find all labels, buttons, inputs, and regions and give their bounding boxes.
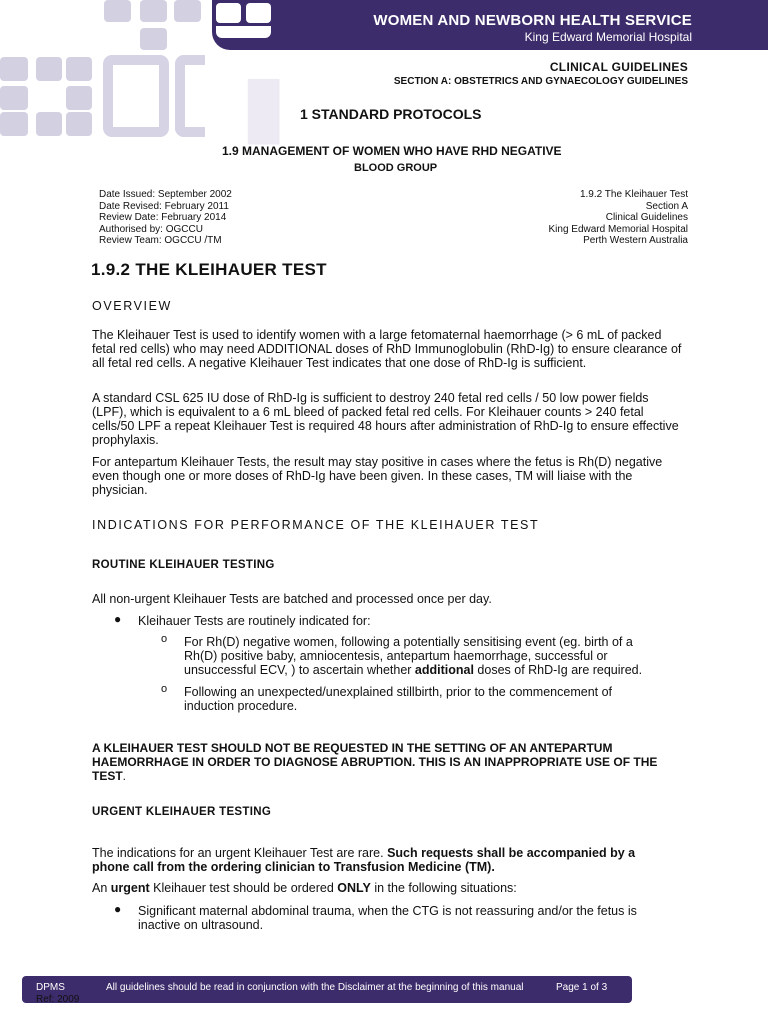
- topic-line-1: 1.9 MANAGEMENT OF WOMEN WHO HAVE RHD NEGATIVE: [222, 144, 562, 158]
- meta-guidelines: Clinical Guidelines: [605, 212, 688, 223]
- warning-end: .: [122, 769, 127, 783]
- meta-review-team: Review Team: OGCCU /TM: [99, 235, 222, 246]
- meta-authorised-by: Authorised by: OGCCU: [99, 223, 203, 235]
- bullet-dot: ●: [114, 902, 122, 916]
- meta-left: [99, 189, 232, 247]
- overview-paragraph-1: The Kleihauer Test is used to identify women with a large fetomaternal haemorrhage (> 6 mL of packed fetal red cells) who may need ADDITIONAL doses of RhD Immunoglobulin (RhD-Ig) to ensure clearance of all fetal red cells. A negative Kleihauer Test indicates that one dose of RhD-Ig is sufficient.: [92, 328, 682, 370]
- urgent-p2-d: ONLY: [337, 881, 371, 895]
- page-title: 1.9.2 THE KLEIHAUER TEST: [91, 260, 327, 279]
- sub-bullet-circle: o: [161, 683, 168, 695]
- urgent-paragraph-1: [92, 846, 672, 874]
- overview-heading: OVERVIEW: [92, 299, 172, 313]
- decor-ghost-text: ▮: [240, 57, 290, 153]
- urgent-p1-bold: Such requests shall be accompanied by a phone call from the ordering clinician to Transfusion Medicine (TM).: [92, 846, 636, 874]
- warning-text: [92, 741, 692, 783]
- routine-paragraph: All non-urgent Kleihauer Tests are batched and processed once per day.: [92, 592, 492, 606]
- meta-location: Perth Western Australia: [583, 235, 688, 246]
- footer-page-number: Page 1 of 3: [556, 982, 608, 993]
- meta-review-date: Review Date: February 2014: [99, 212, 227, 223]
- footer-ref: Ref: 2009: [36, 994, 80, 1005]
- header-banner: [212, 0, 768, 50]
- footer-dpms: DPMS: [36, 982, 65, 993]
- hospital-name: King Edward Memorial Hospital: [524, 30, 692, 44]
- footer-disclaimer: All guidelines should be read in conjunction with the Disclaimer at the beginning of this manual: [106, 982, 524, 993]
- urgent-p2-e: in the following situations:: [370, 881, 517, 895]
- org-title: WOMEN AND NEWBORN HEALTH SERVICE: [373, 12, 692, 29]
- overview-paragraph-2: A standard CSL 625 IU dose of RhD-Ig is sufficient to destroy 240 fetal red cells / 50 low power fields (LPF), which is equivalent to a 6 mL bleed of packed fetal red cells. For Kleihauer counts > 240 fetal cells/50 LPF a repeat Kleihauer Test is required 48 hours after administration of RhD-Ig to ensure effective prophylaxis.: [92, 391, 679, 447]
- footer-bar: [22, 976, 632, 1003]
- routine-sub-bullet-1: [184, 635, 664, 677]
- section-label: SECTION A: OBSTETRICS AND GYNAECOLOGY GUIDELINES: [393, 76, 688, 87]
- urgent-p1-text: The indications for an urgent Kleihauer Test are rare.: [92, 846, 388, 860]
- routine-sub-bullet-2: Following an unexpected/unexplained stillbirth, prior to the commencement of induction procedure.: [184, 685, 613, 713]
- meta-hospital: King Edward Memorial Hospital: [548, 223, 688, 235]
- meta-doc-ref: 1.9.2 The Kleihauer Test: [579, 189, 688, 200]
- routine-heading: ROUTINE KLEIHAUER TESTING: [92, 559, 275, 571]
- urgent-p2-c: Kleihauer test should be ordered: [149, 881, 338, 895]
- sub-bullet-1-emphasis: additional: [414, 663, 474, 677]
- urgent-p2-b: urgent: [110, 881, 150, 895]
- urgent-bullet-1: Significant maternal abdominal trauma, when the CTG is not reassuring and/or the fetus is inactive on ultrasound.: [138, 904, 637, 932]
- urgent-heading: URGENT KLEIHAUER TESTING: [92, 806, 272, 818]
- indications-heading: INDICATIONS FOR PERFORMANCE OF THE KLEIHAUER TEST: [92, 518, 540, 532]
- sub-bullet-1-text-a: For Rh(D) negative women, following a potentially sensitising event (eg. birth of a Rh(D) positive baby, amniocentesis, antepartum haemorrhage, successful or unsuccessful ECV, ) to ascertain whether: [184, 635, 633, 677]
- urgent-paragraph-2: [92, 881, 682, 895]
- meta-section: Section A: [645, 200, 688, 212]
- meta-date-revised: Date Revised: February 2011: [99, 200, 229, 212]
- overview-paragraph-3: For antepartum Kleihauer Tests, the result may stay positive in cases where the fetus is Rh(D) negative even though one or more doses of RhD-Ig have been given. In these cases, TM will liaise with the physician.: [92, 455, 663, 497]
- protocols-heading: 1 STANDARD PROTOCOLS: [300, 106, 482, 122]
- meta-date-issued: Date Issued: September 2002: [99, 189, 232, 200]
- bullet-dot: ●: [114, 612, 122, 626]
- urgent-p2-a: An: [92, 881, 111, 895]
- routine-bullet-1: Kleihauer Tests are routinely indicated for:: [138, 614, 371, 628]
- warning-main: A KLEIHAUER TEST SHOULD NOT BE REQUESTED IN THE SETTING OF AN ANTEPARTUM HAEMORRHAGE IN ORDER TO DIAGNOSE ABRUPTION. THIS IS AN INAPPROPRIATE USE OF THE TEST: [92, 741, 658, 783]
- meta-right: [548, 189, 688, 247]
- topic-line-2: BLOOD GROUP: [354, 162, 438, 174]
- clinical-guidelines-label: CLINICAL GUIDELINES: [549, 60, 688, 74]
- sub-bullet-circle: o: [161, 633, 168, 645]
- sub-bullet-1-text-c: doses of RhD-Ig are required.: [473, 663, 643, 677]
